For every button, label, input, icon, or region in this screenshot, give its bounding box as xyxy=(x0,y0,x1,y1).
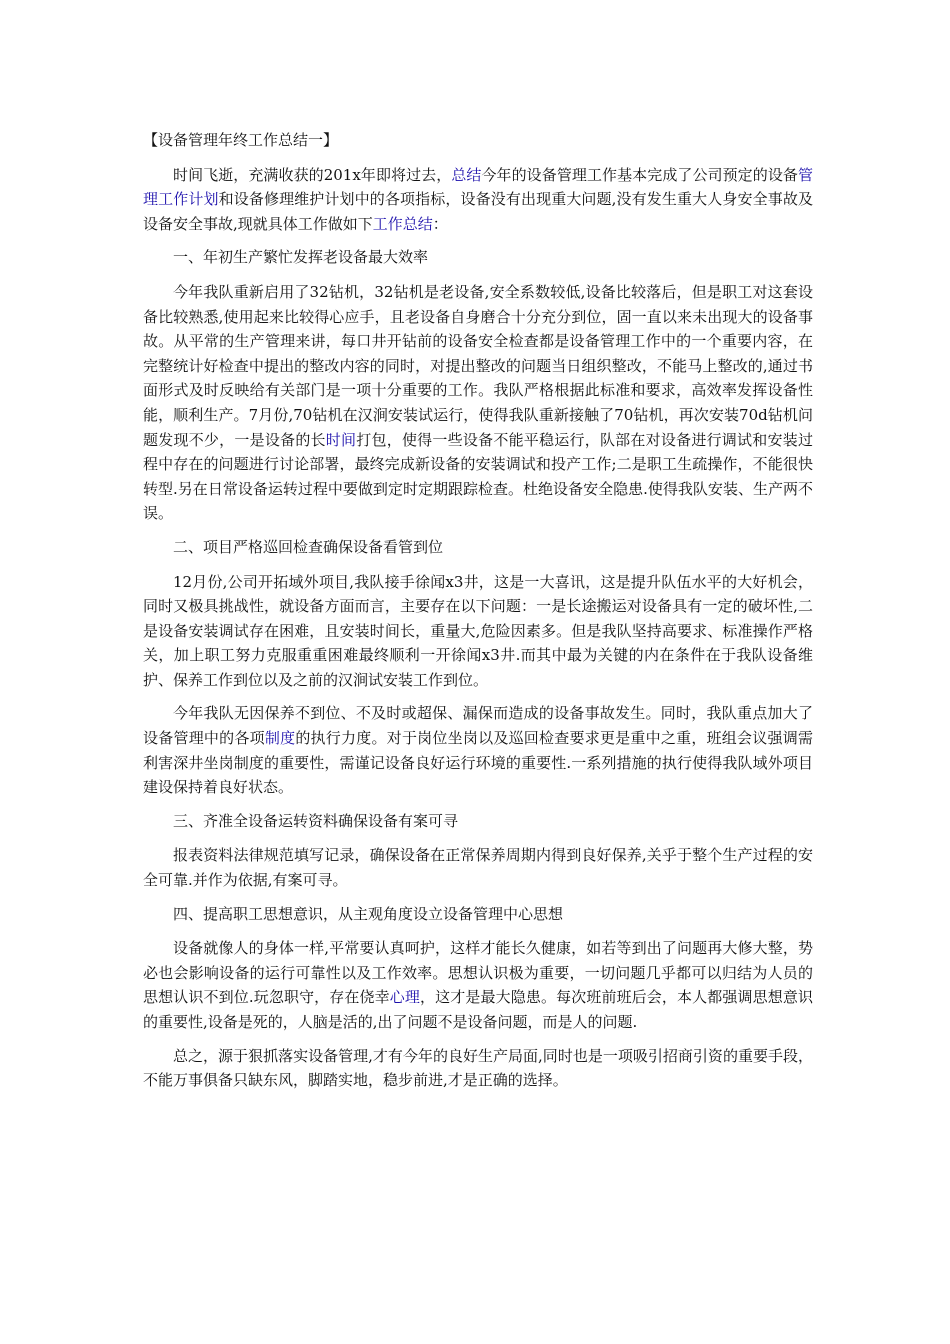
section4-paragraph xyxy=(143,936,813,1034)
section3-paragraph: 报表资料法律规范填写记录，确保设备在正常保养周期内得到良好保养,关乎于整个生产过程的安全可靠.并作为依据,有案可寻。 xyxy=(143,846,813,890)
link-time[interactable]: 时间 xyxy=(325,430,357,449)
intro-text-2: 今年的设备管理工作基本完成了公司预定的设备 xyxy=(481,165,798,184)
document-title: 【设备管理年终工作总结一】 xyxy=(143,131,339,149)
section1-paragraph xyxy=(143,280,813,526)
link-system[interactable]: 制度 xyxy=(264,729,296,748)
section1-text-a: 今年我队重新启用了32钻机，32钻机是老设备,安全系数较低,设备比较落后，但是职工对这套设备比较熟悉,使用起来比较得心应手，且老设备自身磨合十分充分到位，固一直以来未出现大的设备事故。从平常的生产管理来讲，每口井开钻前的设备安全检查都是设备管理工作中的一个重要内容，在完整统计好检查中提出的整改内容的同时，对提出整改的问题当日组织整改，不能马上整改的,通过书面形式及时反映给有关部门是一项十分重要的工作。我队严格根据此标准和要求，高效率发挥设备性能，顺利生产。7月份,70钻机在汉涧安装试运行，使得我队重新接触了70钻机，再次安装70d钻机问题发现不少，一是设备的长 xyxy=(143,282,813,449)
conclusion-paragraph: 总之，源于狠抓落实设备管理,才有今年的良好生产局面,同时也是一项吸引招商引资的重要手段，不能万事俱备只缺东风，脚踏实地，稳步前进,才是正确的选择。 xyxy=(143,1046,813,1090)
section2-text-b: 的执行力度。对于岗位坐岗以及巡回检查要求更是重中之重，班组会议强调需利害深井坐岗制度的重要性，需谨记设备良好运行环境的重要性.一系列措施的执行使得我队域外项目建设保持着良好状态。 xyxy=(143,729,813,797)
section1-text-b: 打包，使得一些设备不能平稳运行，队部在对设备进行调试和安装过程中存在的问题进行讨论部署，最终完成新设备的安装调试和投产工作;二是职工生疏操作，不能很快转型.另在日常设备运转过程中要做到定时定期跟踪检查。杜绝设备安全隐患.使得我队安装、生产两不误。 xyxy=(143,430,813,523)
section2-paragraph-1: 12月份,公司开拓域外项目,我队接手徐闻x3井，这是一大喜讯，这是提升队伍水平的大好机会，同时又极具挑战性，就设备方面而言，主要存在以下问题：一是长途搬运对设备具有一定的破坏性,二是设备安装调试存在困难，且安装时间长，重量大,危险因素多。但是我队坚持高要求、标准操作严格关，加上职工努力克服重重困难最终顺利一开徐闻x3井.而其中最为关键的内在条件在于我队设备维护、保养工作到位以及之前的汉涧试安装工作到位。 xyxy=(143,572,813,689)
section2-heading: 二、项目严格巡回检查确保设备看管到位 xyxy=(173,537,444,556)
document-body xyxy=(143,128,813,1102)
intro-text-4: ： xyxy=(432,214,448,233)
intro-text-3: 和设备修理维护计划中的各项指标，设备没有出现重大问题,没有发生重大人身安全事故及设备安全事故,现就具体工作做如下 xyxy=(143,190,813,233)
section4-text-b: ，这才是最大隐患。每次班前班后会，本人都强调思想意识的重要性,设备是死的，人脑是活的,出了问题不是设备问题，而是人的问题. xyxy=(143,988,813,1031)
section4-heading: 四、提高职工思想意识，从主观角度设立设备管理中心思想 xyxy=(173,904,564,923)
section2-text-a: 今年我队无因保养不到位、不及时或超保、漏保而造成的设备事故发生。同时，我队重点加大了设备管理中的各项 xyxy=(143,704,813,748)
section1-heading: 一、年初生产繁忙发挥老设备最大效率 xyxy=(173,248,429,267)
section3-heading: 三、齐准全设备运转资料确保设备有案可寻 xyxy=(173,811,459,830)
link-summary[interactable]: 总结 xyxy=(451,165,482,184)
link-work-plan[interactable]: 管理工作计划 xyxy=(143,165,813,209)
intro-paragraph xyxy=(143,163,813,237)
intro-text-1: 时间飞逝，充满收获的201x年即将过去， xyxy=(173,165,452,184)
link-work-summary[interactable]: 工作总结 xyxy=(372,214,433,233)
section4-text-a: 设备就像人的身体一样,平常要认真呵护，这样才能长久健康，如若等到出了问题再大修大整，势必也会影响设备的运行可靠性以及工作效率。思想认识极为重要，一切问题几乎都可以归结为人员的思想认识不到位.玩忽职守，存在侥幸 xyxy=(143,939,813,1007)
link-psychology[interactable]: 心理 xyxy=(389,988,421,1007)
section2-paragraph-2 xyxy=(143,701,813,799)
